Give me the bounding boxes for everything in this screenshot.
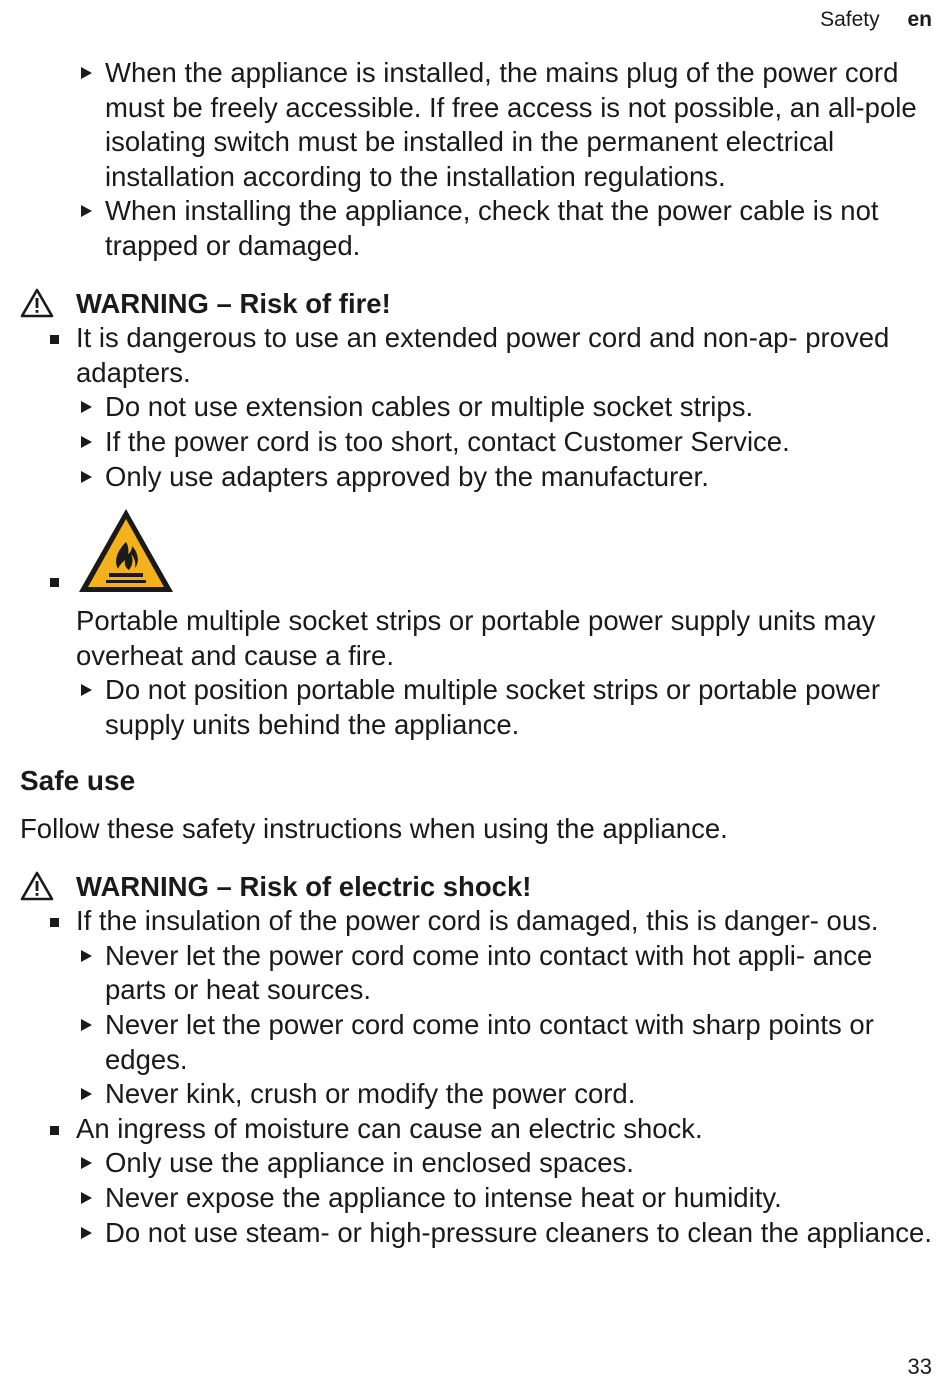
instruction-step: Never kink, crush or modify the power cord.: [20, 1077, 932, 1112]
hazard-bullet: If the insulation of the power cord is damaged, this is danger- ous.: [20, 904, 932, 939]
warning-shock-heading: [20, 870, 932, 905]
page-content: [20, 56, 932, 1250]
instruction-step: If the power cord is too short, contact Customer Service.: [20, 425, 932, 460]
warning-fire-heading: [20, 287, 932, 322]
page-header: [820, 8, 932, 32]
hazard-bullet: It is dangerous to use an extended power cord and non-ap- proved adapters.: [20, 321, 932, 390]
instruction-step: When the appliance is installed, the mains plug of the power cord must be freely accessible. If free access is not possible, an all-pole isolating switch must be installed in the permanent electrical installation according to the installation regulations.: [20, 56, 932, 194]
instruction-step: Do not position portable multiple socket strips or portable power supply units behind the appliance.: [20, 673, 932, 742]
section-name: Safety: [820, 8, 880, 31]
hazard-bullet-fire: [20, 506, 932, 673]
instruction-step: Never let the power cord come into contact with hot appli- ance parts or heat sources.: [20, 939, 932, 1008]
instruction-step: Never let the power cord come into contact with sharp points or edges.: [20, 1008, 932, 1077]
warning-title: WARNING – Risk of fire!: [76, 287, 391, 319]
instruction-step: Never expose the appliance to intense heat or humidity.: [20, 1181, 932, 1216]
warning-triangle-icon: [20, 288, 54, 318]
warning-title: WARNING – Risk of electric shock!: [76, 870, 532, 902]
instruction-step: Only use adapters approved by the manufacturer.: [20, 460, 932, 495]
hazard-text: Portable multiple socket strips or portable power supply units may overheat and cause a fire.: [76, 605, 876, 671]
instruction-step: When installing the appliance, check that the power cable is not trapped or damaged.: [20, 194, 932, 263]
flammable-hazard-icon: [76, 506, 176, 596]
section-heading: Safe use: [20, 764, 136, 796]
instruction-step: Do not use extension cables or multiple socket strips.: [20, 390, 932, 425]
warning-triangle-icon: [20, 871, 54, 901]
page-number: 33: [907, 1354, 932, 1379]
instruction-step: Do not use steam- or high-pressure cleaners to clean the appliance.: [20, 1216, 932, 1251]
section-intro: Follow these safety instructions when using the appliance.: [20, 813, 728, 845]
hazard-bullet: An ingress of moisture can cause an electric shock.: [20, 1112, 932, 1147]
instruction-step: Only use the appliance in enclosed spaces.: [20, 1146, 932, 1181]
language-code: en: [907, 8, 932, 31]
